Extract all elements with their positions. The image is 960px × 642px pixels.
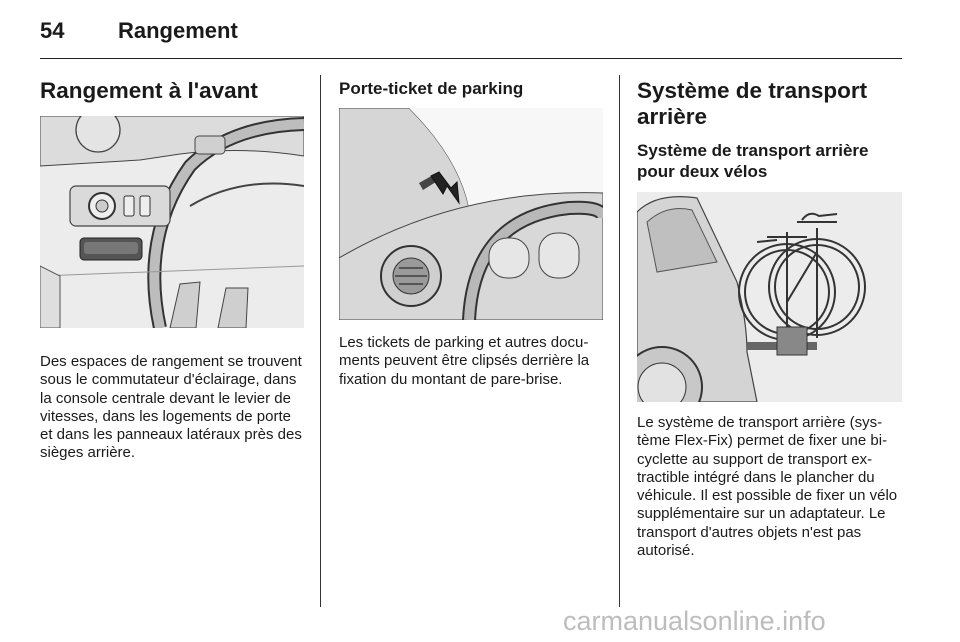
- column-front-storage: [40, 78, 304, 463]
- section-title: Porte-ticket de parking: [339, 79, 524, 98]
- watermark: carmanualsonline.info: [563, 606, 826, 636]
- column-divider: [320, 75, 321, 607]
- page-number: 54: [40, 18, 65, 43]
- bicycle-carrier-illustration: [637, 192, 902, 402]
- dashboard-storage-illustration: [40, 116, 304, 328]
- parking-ticket-holder-illustration: [339, 108, 603, 320]
- column-rear-carrier: [637, 78, 902, 560]
- rear-carrier-text: Le système de transport arrière (système Flex-Fix) permet de fixer une bicyclette au support de transport extractible intégré dans le plancher du véhicule. Il est possible de fixer un vélo supplémentaire sur un adaptateur. Le transport d'autres objets n'est pas autorisé.: [637, 414, 898, 560]
- parking-ticket-text: Les tickets de parking et autres documents peuvent être clipsés derrière la fixation du montant de pare-brise.: [339, 334, 590, 388]
- subsection-title: Système de transport arrière pour deux vélos: [637, 141, 869, 181]
- front-storage-text: Des espaces de rangement se trouvent sous le commutateur d'éclairage, dans la console centrale devant le levier de vitesses, dans les logements de porte et dans les panneaux latéraux près des sièges arrière.: [40, 353, 302, 462]
- running-title: Rangement: [118, 18, 238, 43]
- section-title: Système de transport arrière: [637, 78, 868, 129]
- column-parking-ticket: [339, 78, 603, 389]
- section-title: Rangement à l'avant: [40, 78, 258, 103]
- header-rule: [40, 58, 902, 59]
- column-divider: [619, 75, 620, 607]
